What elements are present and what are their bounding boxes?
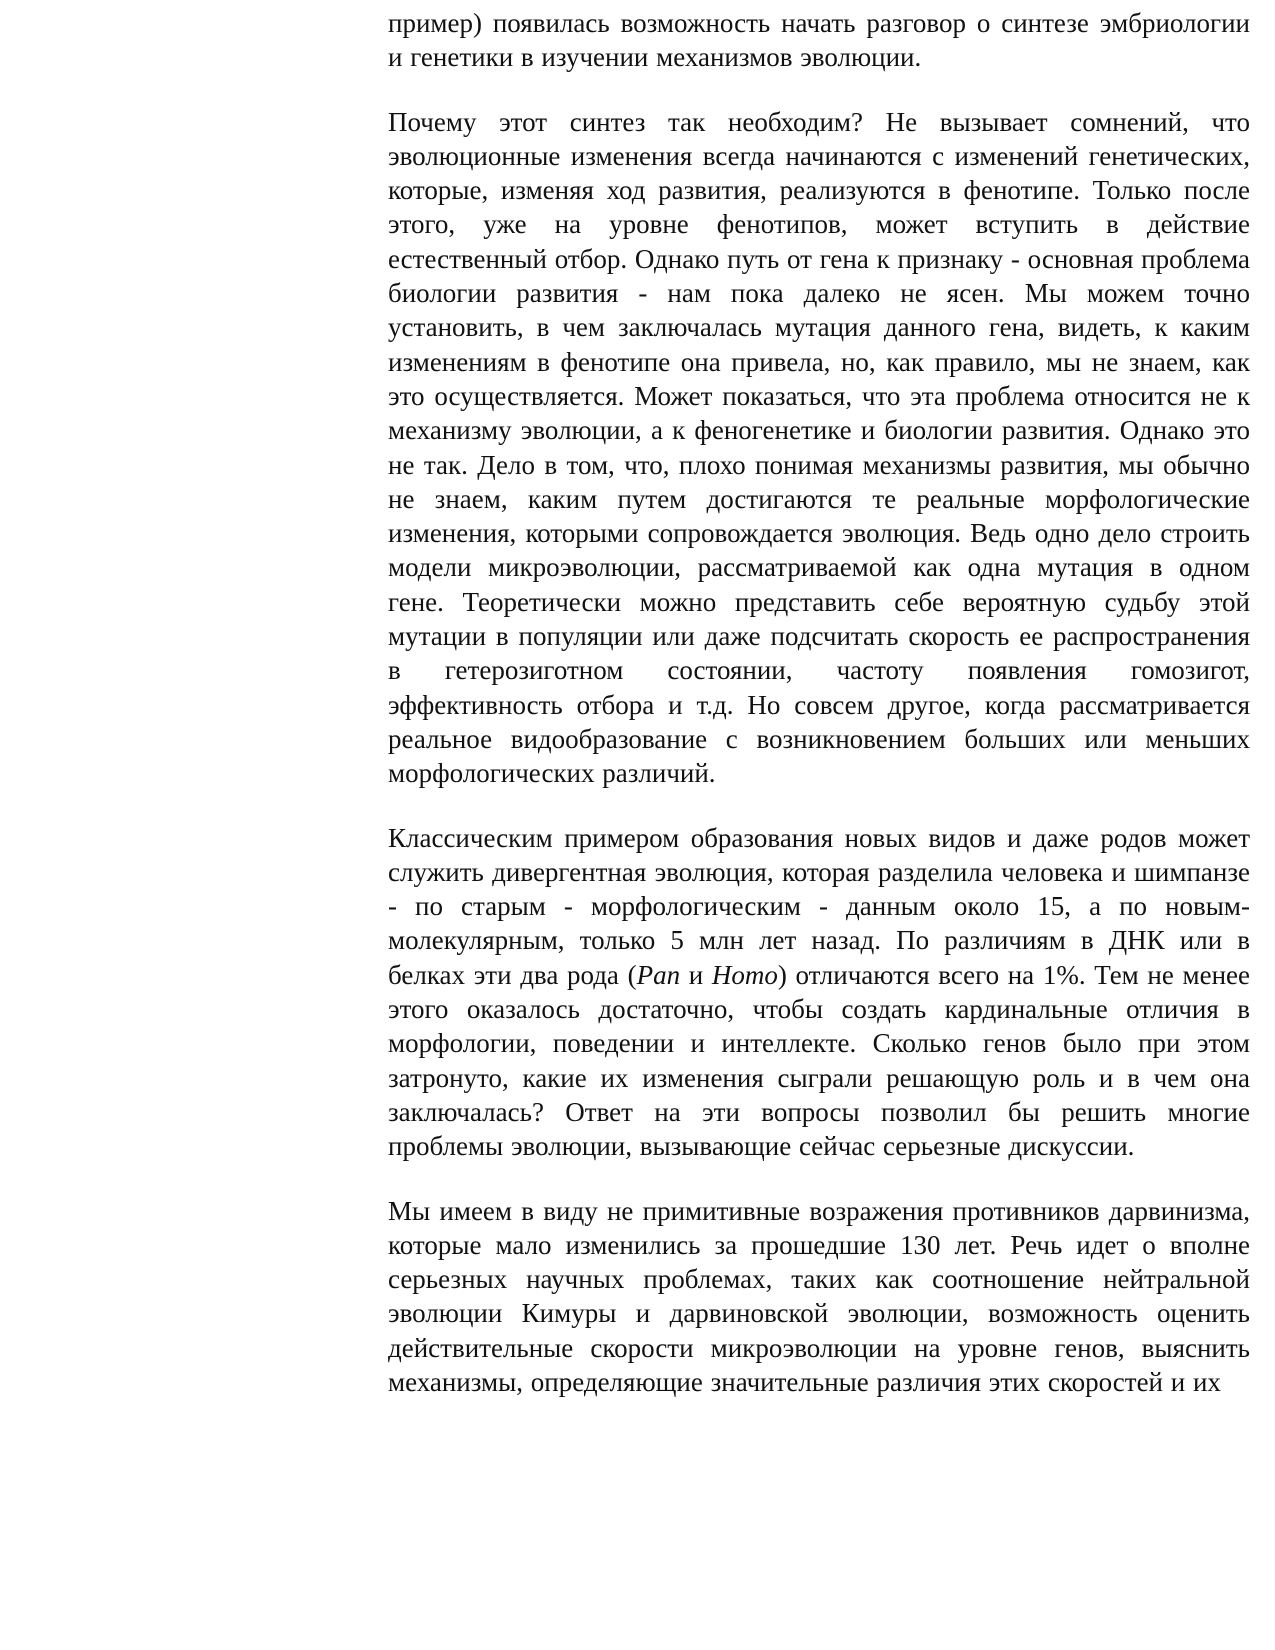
genus-homo: Homo [711, 959, 778, 990]
paragraph-3-text-b: и [680, 959, 712, 990]
paragraph-3-text-c: ) отличаются всего на 1%. Тем не менее этого оказалось достаточно, чтобы создать кардинальные отличия в морфологии, поведении и интеллекте. Сколько генов было при этом затронуто, какие их изменения сыграли решающую роль и в чем она заключалась? Ответ на эти вопросы позволил бы решить многие проблемы эволюции, вызывающие сейчас серьезные дискуссии. [388, 959, 1251, 1162]
paragraph-3 [388, 821, 1250, 1164]
paragraph-3-text-a: Классическим примером образования новых видов и даже родов может служить дивергентная эволюция, которая разделила человека и шимпанзе - по старым - морфологическим - данным около 15, а по новым-молекулярным, только 5 млн лет назад. По различиям в ДНК или в белках эти два рода ( [388, 822, 1250, 990]
body-text [388, 6, 1250, 1429]
paragraph-4: Мы имеем в виду не примитивные возражения противников дарвинизма, которые мало изменились за прошедшие 130 лет. Речь идет о вполне серьезных научных проблемах, таких как соотношение нейтральной эволюции Кимуры и дарвиновской эволюции, возможность оценить действительные скорости микроэволюции на уровне генов, выяснить механизмы, определяющие значительные различия этих скоростей и их [388, 1195, 1250, 1397]
paragraph-2: Почему этот синтез так необходим? Не вызывает сомнений, что эволюционные изменения всегда начинаются с изменений генетических, которые, изменяя ход развития, реализуются в фенотипе. Только после этого, уже на уровне фенотипов, может вступить в действие естественный отбор. Однако путь от гена к признаку - основная проблема биологии развития - нам пока далеко не ясен. Мы можем точно установить, в чем заключалась мутация данного гена, видеть, к каким изменениям в фенотипе она привела, но, как правило, мы не знаем, как это осуществляется. Может показаться, что эта проблема относится не к механизму эволюции, а к феногенетике и биологии развития. Однако это не так. Дело в том, что, плохо понимая механизмы развития, мы обычно не знаем, каким путем достигаются те реальные морфологические изменения, которыми сопровождается эволюция. Ведь одно дело строить модели микроэволюции, рассматриваемой как одна мутация в одном гене. Теоретически можно представить себе вероятную судьбу этой мутации в популяции или даже подсчитать скорость ее распространения в гетерозиготном состоянии, частоту появления гомозигот, эффективность отбора и т.д. Но совсем другое, когда рассматривается реальное видообразование с возникновением больших или меньших морфологических различий. [388, 106, 1250, 789]
genus-pan: Pan [636, 959, 681, 990]
paragraph-1: пример) появилась возможность начать разговор о синтезе эмбриологии и генетики в изучении механизмов эволюции. [388, 8, 1250, 73]
